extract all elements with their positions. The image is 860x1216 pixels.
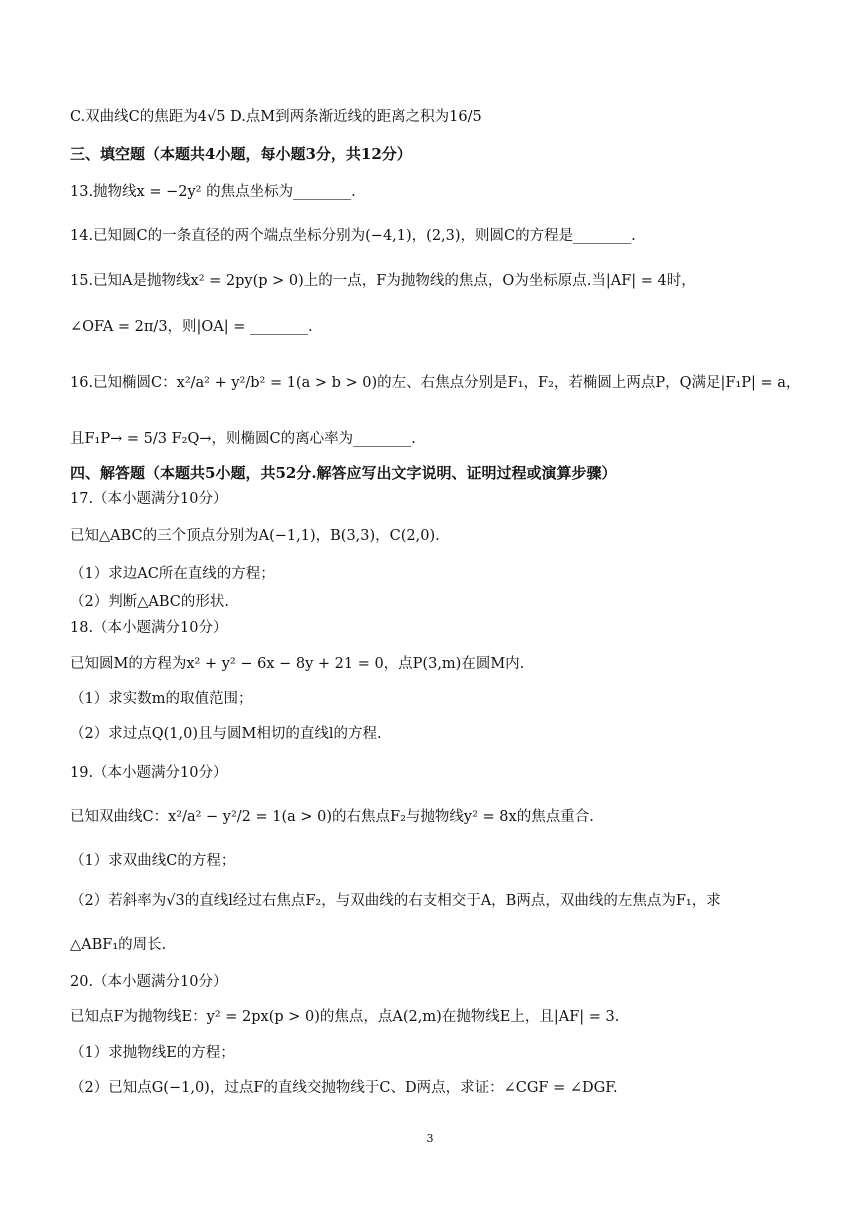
question-19-part-1: （1）求双曲线C的方程； xyxy=(70,853,236,869)
question-18-part-1: （1）求实数m的取值范围； xyxy=(70,691,253,707)
section-3-heading: 三、填空题（本题共4小题，每小题3分，共12分） xyxy=(70,145,412,163)
question-20-part-1: （1）求抛物线E的方程； xyxy=(70,1045,235,1061)
section-4-heading: 四、解答题（本题共5小题，共52分.解答应写出文字说明、证明过程或演算步骤） xyxy=(70,464,617,482)
question-19-part-2: （2）若斜率为√3的直线l经过右焦点F₂，与双曲线的右支相交于A，B两点，双曲线的左焦点为F₁，求 xyxy=(70,893,721,909)
question-20-stem: 已知点F为抛物线E：y² = 2px(p > 0)的焦点，点A(2,m)在抛物线E上，且|AF| = 3. xyxy=(70,1009,620,1025)
question-19-part-2-cont: △ABF₁的周长. xyxy=(70,937,167,953)
question-16-line-2: 且F₁P→ = 5/3 F₂Q→，则椭圆C的离心率为________. xyxy=(70,431,416,447)
question-13: 13.抛物线x = −2y² 的焦点坐标为________. xyxy=(70,184,356,200)
question-18-part-2: （2）求过点Q(1,0)且与圆M相切的直线l的方程. xyxy=(70,726,382,742)
question-17-part-2: （2）判断△ABC的形状. xyxy=(70,594,229,610)
question-15-line-1: 15.已知A是抛物线x² = 2py(p > 0)上的一点，F为抛物线的焦点，O为坐标原点.当|AF| = 4时， xyxy=(70,273,696,289)
question-18-header: 18.（本小题满分10分） xyxy=(70,620,228,636)
question-17-header: 17.（本小题满分10分） xyxy=(70,491,228,507)
question-14: 14.已知圆C的一条直径的两个端点坐标分别为(−4,1)，(2,3)，则圆C的方程是________. xyxy=(70,228,636,244)
question-20-part-2: （2）已知点G(−1,0)，过点F的直线交抛物线于C、D两点，求证：∠CGF = ∠DGF. xyxy=(70,1080,618,1096)
line-12-option-c-d: C.双曲线C的焦距为4√5 D.点M到两条渐近线的距离之积为16/5 xyxy=(70,109,482,125)
question-17-stem: 已知△ABC的三个顶点分别为A(−1,1)，B(3,3)，C(2,0). xyxy=(70,528,440,544)
question-15-line-2: ∠OFA = 2π/3，则|OA| = ________. xyxy=(70,319,313,335)
question-19-stem: 已知双曲线C：x²/a² − y²/2 = 1(a > 0)的右焦点F₂与抛物线y² = 8x的焦点重合. xyxy=(70,809,594,825)
question-20-header: 20.（本小题满分10分） xyxy=(70,974,228,990)
question-17-part-1: （1）求边AC所在直线的方程； xyxy=(70,566,275,582)
question-19-header: 19.（本小题满分10分） xyxy=(70,765,228,781)
page-number: 3 xyxy=(426,1132,434,1145)
question-18-stem: 已知圆M的方程为x² + y² − 6x − 8y + 21 = 0，点P(3,m)在圆M内. xyxy=(70,656,525,672)
question-16-line-1: 16.已知椭圆C：x²/a² + y²/b² = 1(a > b > 0)的左、右焦点分别是F₁，F₂，若椭圆上两点P，Q满足|F₁P| = a， xyxy=(70,375,801,391)
